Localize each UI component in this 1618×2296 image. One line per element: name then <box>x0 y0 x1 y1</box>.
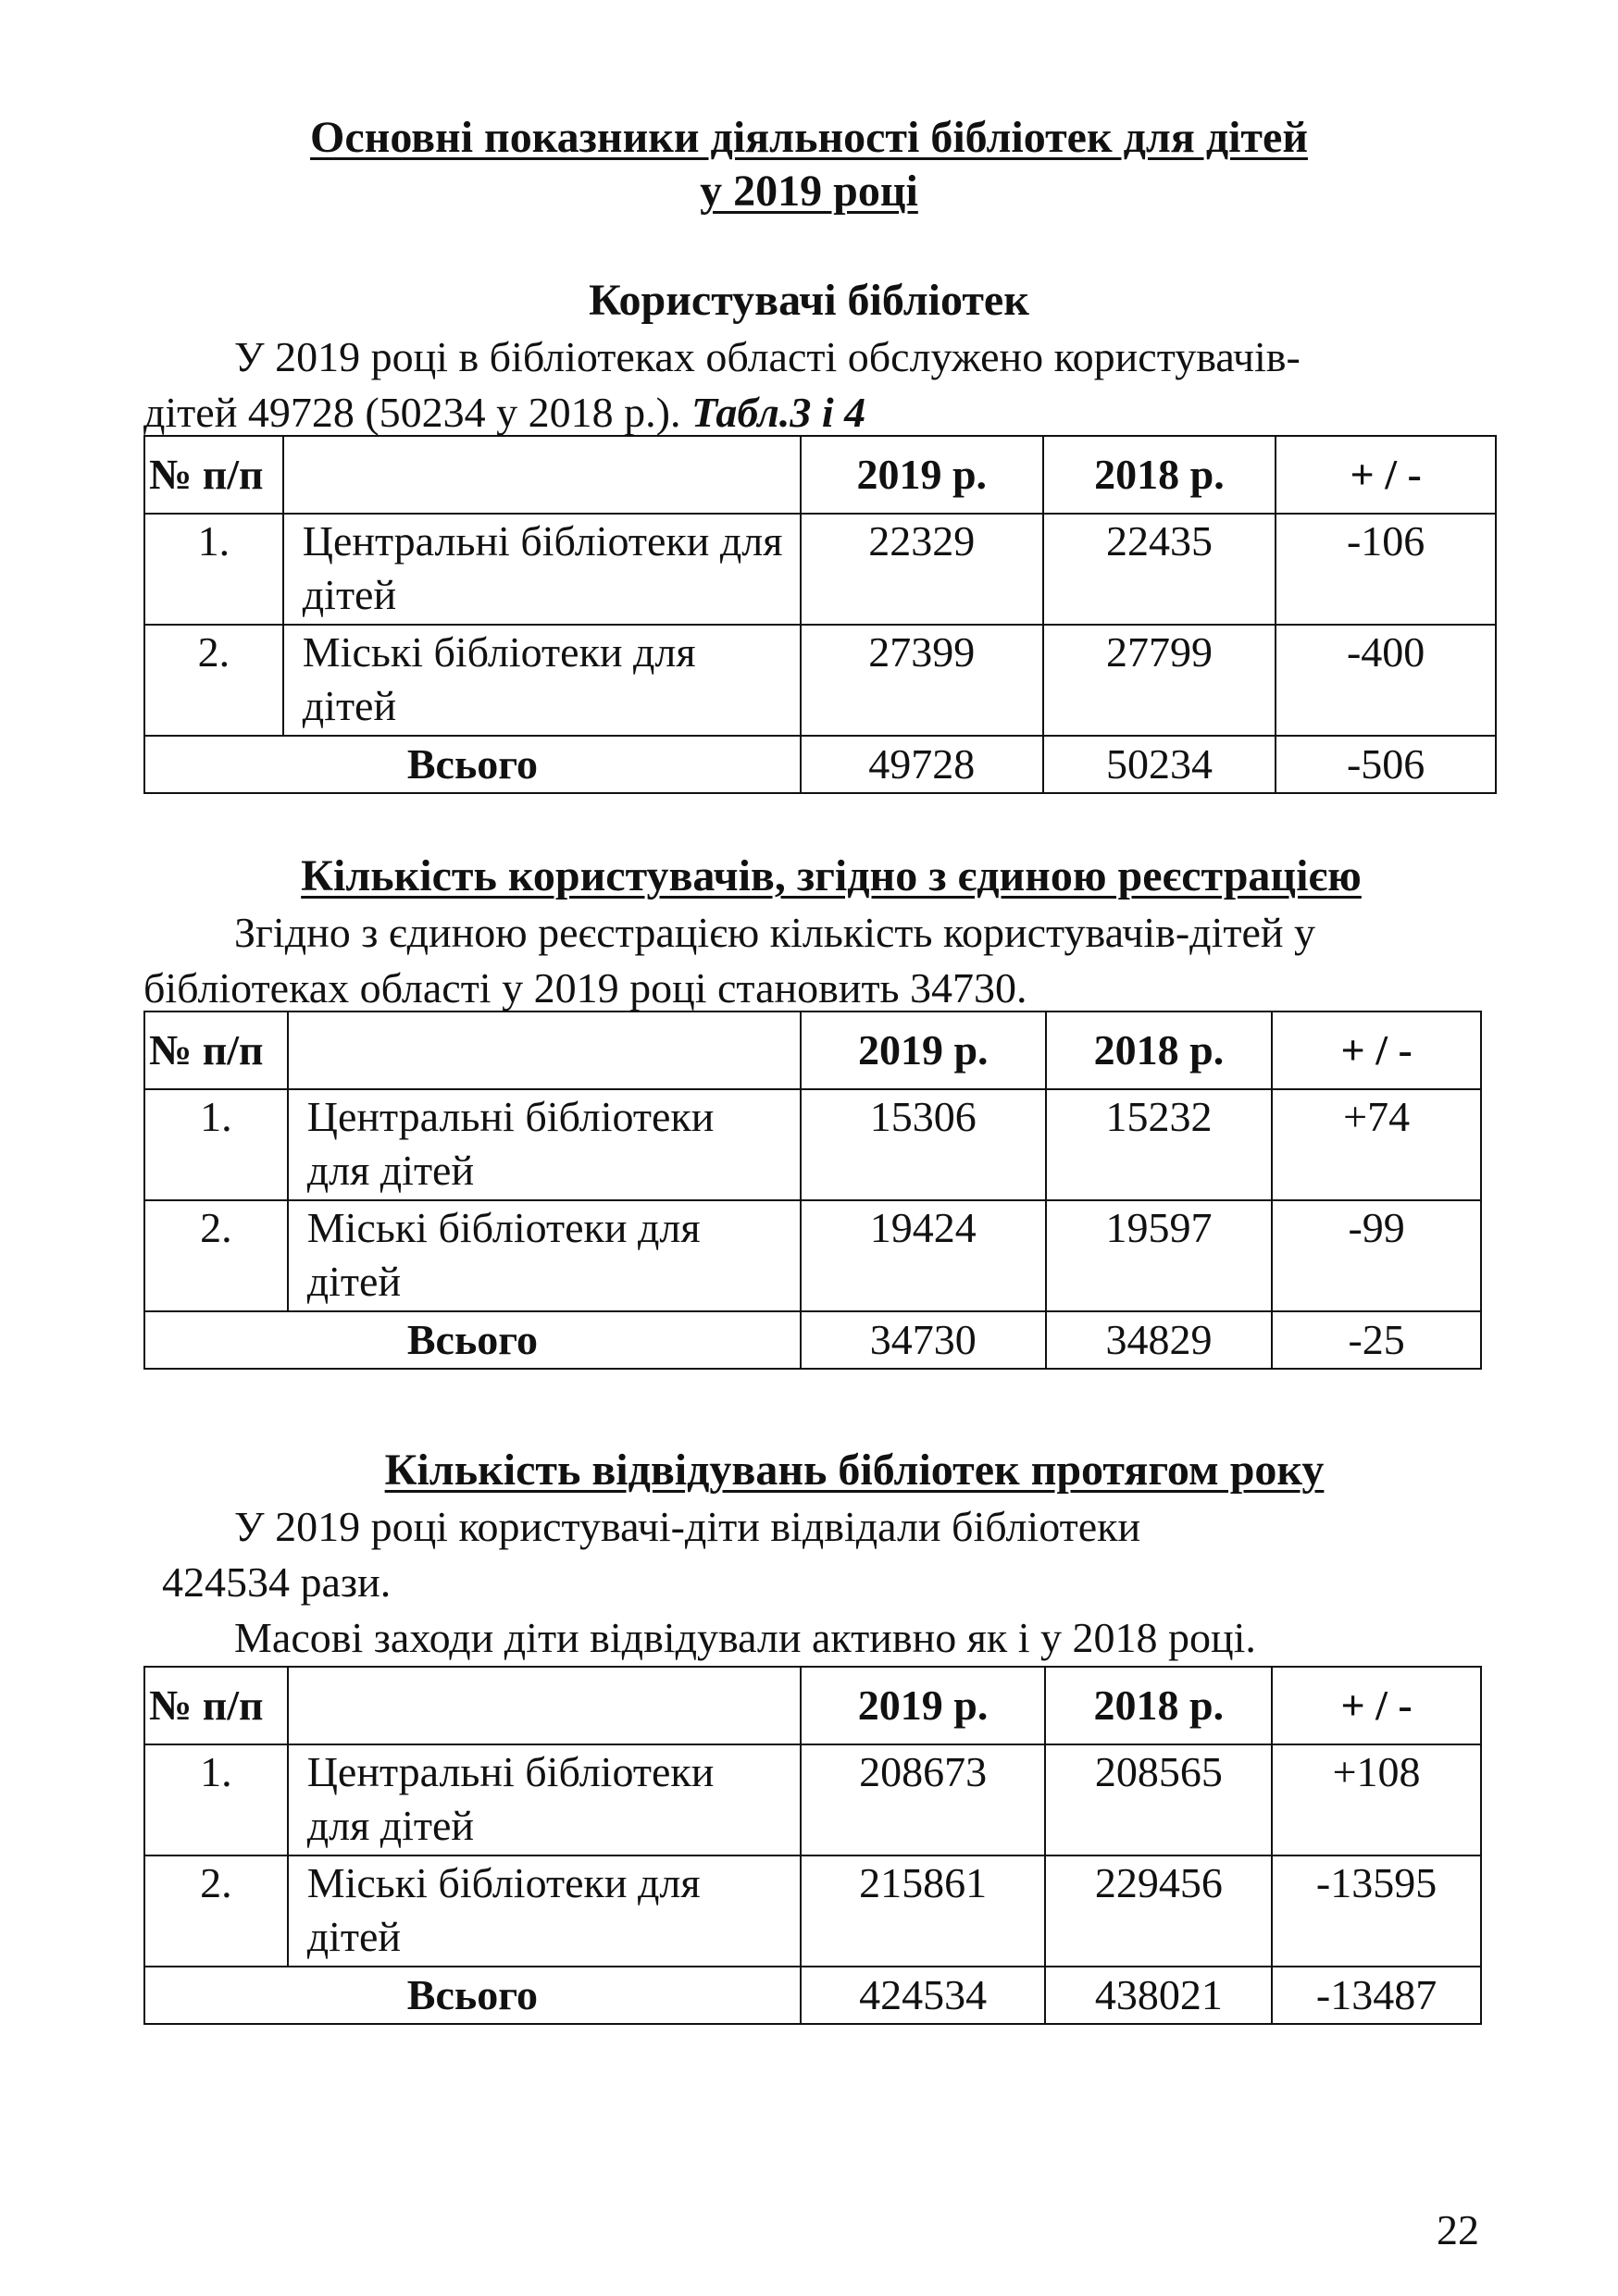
table-total-row <box>144 1967 1481 2024</box>
row-name: Центральні бібліотеки для дітей <box>288 1089 801 1200</box>
row-diff: -400 <box>1276 625 1496 736</box>
section3-paragraph2 <box>143 1610 1476 1666</box>
row-2018: 229456 <box>1045 1855 1272 1967</box>
row-2019: 27399 <box>801 625 1043 736</box>
table-visits <box>143 1666 1482 2025</box>
header-num: № п/п <box>144 1667 288 1744</box>
table-unified-registration <box>143 1011 1482 1370</box>
section2-paragraph-line1: Згідно з єдиною реєстрацією кількість користувачів-дітей у <box>234 909 1315 956</box>
section3-paragraph1-line1: У 2019 році користувачі-діти відвідали бібліотеки <box>234 1503 1141 1550</box>
table-row <box>144 1200 1481 1311</box>
row-diff: +108 <box>1272 1744 1481 1855</box>
header-num: № п/п <box>144 1011 288 1089</box>
row-name: Міські бібліотеки для дітей <box>288 1855 801 1967</box>
row-num: 1. <box>144 514 283 625</box>
page-title-line1: Основні показники діяльності бібліотек для дітей <box>310 113 1308 162</box>
page-title-line2: у 2019 році <box>700 167 918 216</box>
total-label: Всього <box>144 1311 801 1369</box>
page-title <box>0 111 1618 165</box>
row-name: Міські бібліотеки для дітей <box>288 1200 801 1311</box>
section1-heading: Користувачі бібліотек <box>589 276 1029 325</box>
row-name: Міські бібліотеки для дітей <box>283 625 801 736</box>
table-header-row <box>144 436 1496 514</box>
table-row <box>144 514 1496 625</box>
total-diff: -25 <box>1272 1311 1481 1369</box>
section2-paragraph-line2: бібліотеках області у 2019 році становить 34730. <box>143 964 1027 1011</box>
row-name: Центральні бібліотеки для дітей <box>283 514 801 625</box>
total-2018: 50234 <box>1043 736 1276 793</box>
row-2019: 15306 <box>801 1089 1046 1200</box>
header-name <box>288 1667 801 1744</box>
table-row <box>144 1089 1481 1200</box>
header-2019: 2019 р. <box>801 1011 1046 1089</box>
table-total-row <box>144 1311 1481 1369</box>
row-diff: -106 <box>1276 514 1496 625</box>
section1-paragraph-line1: У 2019 році в бібліотеках області обслужено користувачів- <box>234 333 1301 380</box>
table-total-row <box>144 736 1496 793</box>
section3-paragraph2-text: Масові заходи діти відвідували активно як і у 2018 році. <box>234 1614 1256 1661</box>
total-2019: 424534 <box>801 1967 1046 2024</box>
row-num: 2. <box>144 1855 288 1967</box>
total-diff: -13487 <box>1272 1967 1481 2024</box>
row-2018: 15232 <box>1046 1089 1273 1200</box>
header-2018: 2018 р. <box>1045 1667 1272 1744</box>
row-2018: 208565 <box>1045 1744 1272 1855</box>
header-diff: + / - <box>1276 436 1496 514</box>
row-diff: -13595 <box>1272 1855 1481 1967</box>
header-name <box>288 1011 801 1089</box>
table-header-row <box>144 1011 1481 1089</box>
total-2019: 49728 <box>801 736 1043 793</box>
table-row <box>144 1744 1481 1855</box>
row-num: 2. <box>144 1200 288 1311</box>
header-2018: 2018 р. <box>1043 436 1276 514</box>
section2-heading: Кількість користувачів, згідно з єдиною реєстрацією <box>301 851 1362 900</box>
page-title-year <box>0 165 1618 218</box>
row-2019: 215861 <box>801 1855 1046 1967</box>
row-2018: 27799 <box>1043 625 1276 736</box>
section3-paragraph <box>143 1499 1476 1610</box>
total-2019: 34730 <box>801 1311 1046 1369</box>
row-2018: 22435 <box>1043 514 1276 625</box>
header-2018: 2018 р. <box>1046 1011 1273 1089</box>
total-label: Всього <box>144 736 801 793</box>
total-diff: -506 <box>1276 736 1496 793</box>
table-row <box>144 1855 1481 1967</box>
row-2019: 208673 <box>801 1744 1046 1855</box>
table-reference: Табл.3 і 4 <box>691 389 866 436</box>
section1-paragraph-line2: дітей 49728 (50234 у 2018 р.). <box>143 389 691 436</box>
row-num: 1. <box>144 1089 288 1200</box>
total-2018: 438021 <box>1045 1967 1272 2024</box>
header-diff: + / - <box>1272 1011 1481 1089</box>
row-num: 2. <box>144 625 283 736</box>
section1-paragraph <box>143 329 1476 441</box>
header-num: № п/п <box>144 436 283 514</box>
header-2019: 2019 р. <box>801 1667 1046 1744</box>
row-diff: +74 <box>1272 1089 1481 1200</box>
table-users <box>143 435 1497 794</box>
section3-heading: Кількість відвідувань бібліотек протягом року <box>384 1446 1325 1495</box>
table-header-row <box>144 1667 1481 1744</box>
header-diff: + / - <box>1272 1667 1481 1744</box>
section2-paragraph <box>143 905 1476 1016</box>
total-2018: 34829 <box>1046 1311 1273 1369</box>
row-diff: -99 <box>1272 1200 1481 1311</box>
table-row <box>144 625 1496 736</box>
header-2019: 2019 р. <box>801 436 1043 514</box>
row-2019: 19424 <box>801 1200 1046 1311</box>
row-num: 1. <box>144 1744 288 1855</box>
row-name: Центральні бібліотеки для дітей <box>288 1744 801 1855</box>
section3-paragraph1-line2: 424534 рази. <box>162 1558 392 1606</box>
total-label: Всього <box>144 1967 801 2024</box>
row-2019: 22329 <box>801 514 1043 625</box>
row-2018: 19597 <box>1046 1200 1273 1311</box>
header-name <box>283 436 801 514</box>
page-number: 22 <box>1437 2206 1479 2253</box>
